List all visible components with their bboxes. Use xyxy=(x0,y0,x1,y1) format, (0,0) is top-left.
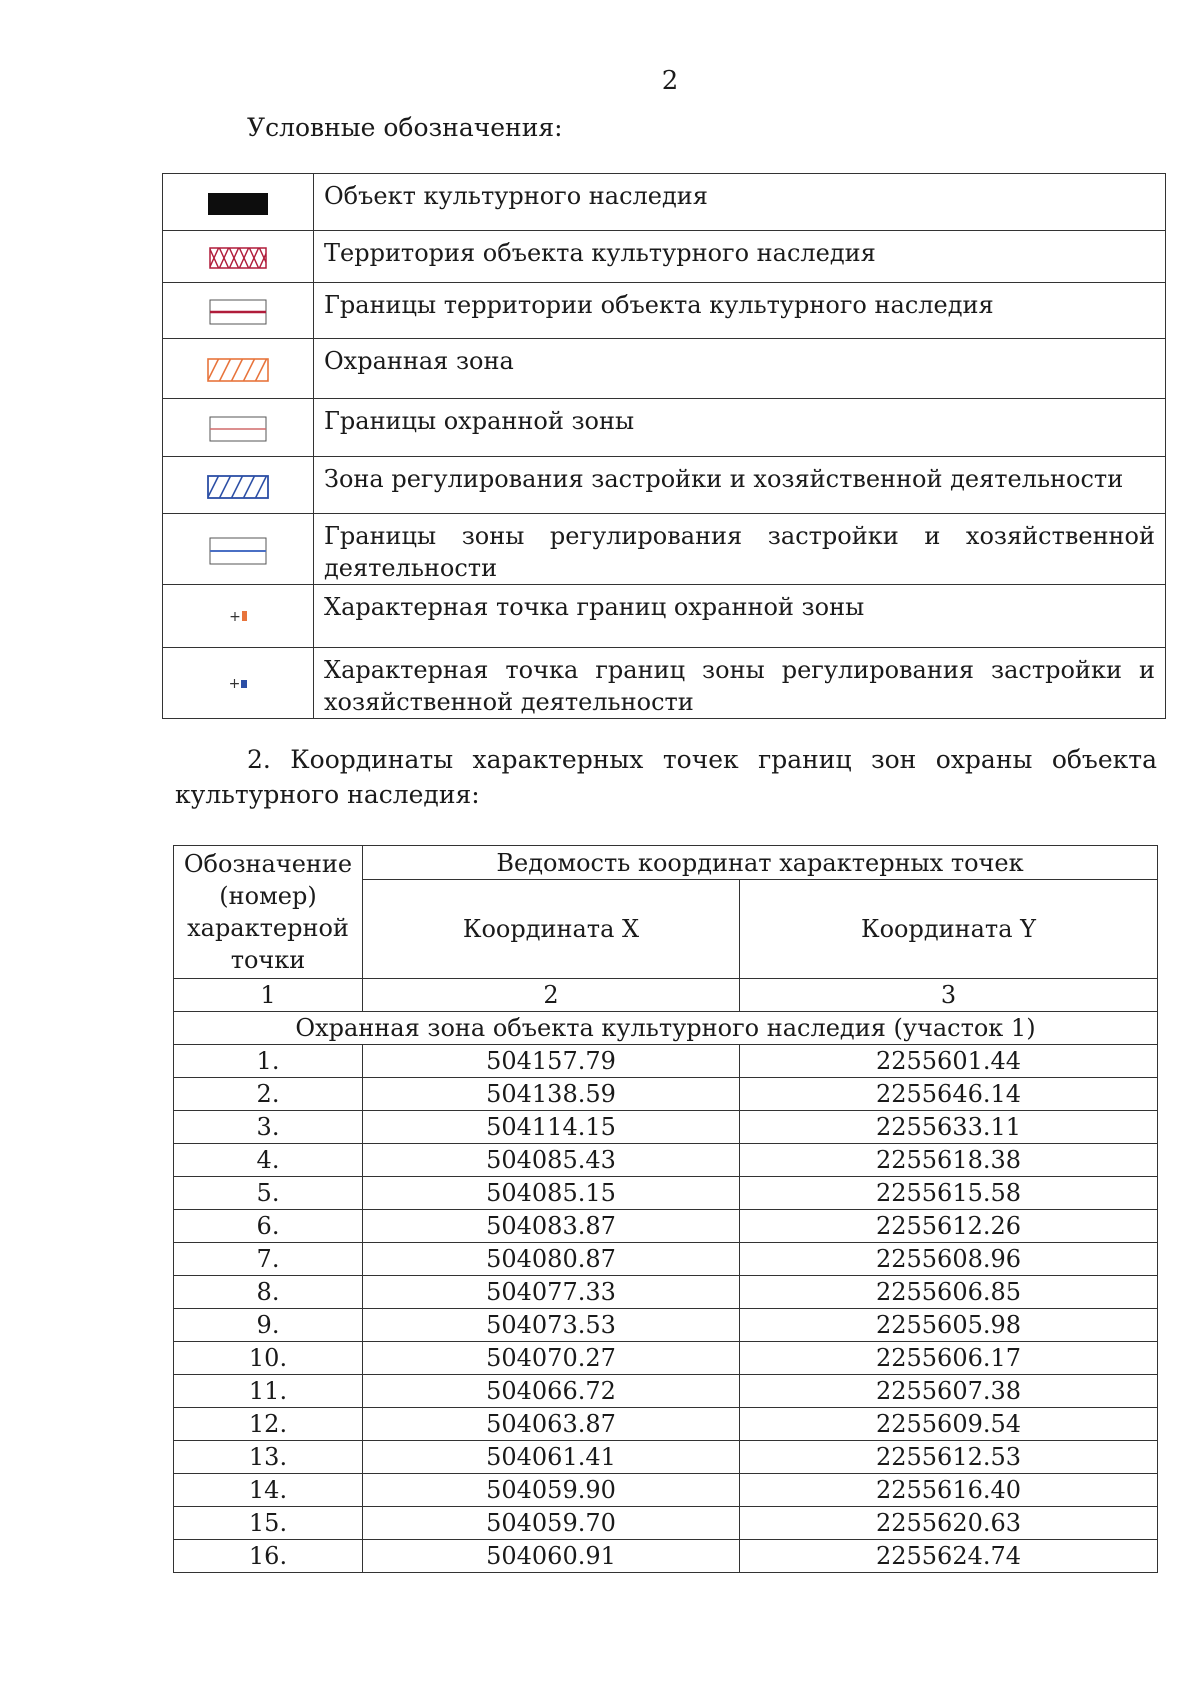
table-row xyxy=(174,1045,1158,1078)
legend-symbol-cell xyxy=(163,648,314,719)
legend-row xyxy=(163,231,1166,283)
point-number: 11. xyxy=(174,1375,363,1408)
column-number-row xyxy=(174,979,1158,1012)
legend-symbol-cell xyxy=(163,174,314,231)
table-row xyxy=(174,1441,1158,1474)
coordinate-y-cell: 2255620.63 xyxy=(740,1507,1158,1540)
point-number: 9. xyxy=(174,1309,363,1342)
point-number: 15. xyxy=(174,1507,363,1540)
header-coordinates-group: Ведомость координат характерных точек xyxy=(363,846,1158,880)
legend-label: Территория объекта культурного наследия xyxy=(314,231,1166,283)
column-number: 3 xyxy=(740,979,1158,1012)
coordinate-x-cell: 504077.33 xyxy=(363,1276,740,1309)
legend-label: Границы охранной зоны xyxy=(314,399,1166,457)
coordinate-y-cell: 2255609.54 xyxy=(740,1408,1158,1441)
legend-label: Зона регулирования застройки и хозяйственной деятельности xyxy=(314,457,1166,514)
point-number: 7. xyxy=(174,1243,363,1276)
header-coordinate-y: Координата Y xyxy=(740,880,1158,979)
coordinate-y-cell: 2255605.98 xyxy=(740,1309,1158,1342)
page-number: 2 xyxy=(661,66,679,96)
legend-row xyxy=(163,174,1166,231)
coordinate-rows xyxy=(174,1045,1158,1573)
coordinate-y-cell: 2255608.96 xyxy=(740,1243,1158,1276)
legend-symbol-cell xyxy=(163,457,314,514)
coordinate-y-cell: 2255606.85 xyxy=(740,1276,1158,1309)
table-row xyxy=(174,1210,1158,1243)
table-row xyxy=(174,1474,1158,1507)
coordinate-x-cell: 504061.41 xyxy=(363,1441,740,1474)
point-number: 3. xyxy=(174,1111,363,1144)
point-number: 10. xyxy=(174,1342,363,1375)
legend-symbol-cell xyxy=(163,339,314,399)
coordinate-x-cell: 504138.59 xyxy=(363,1078,740,1111)
coordinate-x-cell: 504063.87 xyxy=(363,1408,740,1441)
table-row xyxy=(174,1111,1158,1144)
coordinate-y-cell: 2255624.74 xyxy=(740,1540,1158,1573)
coordinate-y-cell: 2255633.11 xyxy=(740,1111,1158,1144)
coordinate-x-cell: 504157.79 xyxy=(363,1045,740,1078)
table-row xyxy=(174,1375,1158,1408)
coordinate-x-cell: 504085.15 xyxy=(363,1177,740,1210)
table-row xyxy=(174,1243,1158,1276)
coordinate-y-cell: 2255601.44 xyxy=(740,1045,1158,1078)
column-number: 2 xyxy=(363,979,740,1012)
legend-label: Границы зоны регулирования застройки и хозяйственной деятельности xyxy=(314,514,1166,585)
coordinate-y-cell: 2255607.38 xyxy=(740,1375,1158,1408)
legend-symbol-cell xyxy=(163,399,314,457)
coordinate-y-cell: 2255618.38 xyxy=(740,1144,1158,1177)
legend-row xyxy=(163,514,1166,585)
table-row xyxy=(174,1408,1158,1441)
point-number: 4. xyxy=(174,1144,363,1177)
legend-label: Объект культурного наследия xyxy=(314,174,1166,231)
black-fill-swatch-icon xyxy=(208,193,268,215)
coordinate-x-cell: 504059.70 xyxy=(363,1507,740,1540)
coordinate-y-cell: 2255616.40 xyxy=(740,1474,1158,1507)
table-row xyxy=(174,1144,1158,1177)
legend-row xyxy=(163,399,1166,457)
coordinate-x-cell: 504066.72 xyxy=(363,1375,740,1408)
coordinate-y-cell: 2255612.26 xyxy=(740,1210,1158,1243)
coordinate-x-cell: 504080.87 xyxy=(363,1243,740,1276)
section-heading: 2. Координаты характерных точек границ зон охраны объекта культурного наследия: xyxy=(175,745,1157,809)
legend-symbol-cell xyxy=(163,283,314,339)
point-number: 8. xyxy=(174,1276,363,1309)
table-row xyxy=(174,1276,1158,1309)
point-number: 1. xyxy=(174,1045,363,1078)
header-row xyxy=(174,846,1158,880)
coordinate-y-cell: 2255612.53 xyxy=(740,1441,1158,1474)
legend-label: Границы территории объекта культурного наследия xyxy=(314,283,1166,339)
table-row xyxy=(174,1507,1158,1540)
point-number: 12. xyxy=(174,1408,363,1441)
point-number: 13. xyxy=(174,1441,363,1474)
table-row xyxy=(174,1342,1158,1375)
header-coordinate-x: Координата X xyxy=(363,880,740,979)
coordinate-x-cell: 504060.91 xyxy=(363,1540,740,1573)
red-border-line-swatch-icon xyxy=(209,299,267,325)
orange-point-marker-icon: + xyxy=(229,601,247,633)
coordinates-table xyxy=(173,845,1158,1573)
legend-symbol-cell xyxy=(163,514,314,585)
table-row xyxy=(174,1177,1158,1210)
legend-row xyxy=(163,585,1166,648)
table-row xyxy=(174,1309,1158,1342)
coordinate-x-cell: 504114.15 xyxy=(363,1111,740,1144)
coordinate-x-cell: 504070.27 xyxy=(363,1342,740,1375)
crosshatch-red-swatch-icon xyxy=(209,247,267,269)
legend-table xyxy=(162,173,1166,719)
point-number: 2. xyxy=(174,1078,363,1111)
coordinate-x-cell: 504085.43 xyxy=(363,1144,740,1177)
point-number: 6. xyxy=(174,1210,363,1243)
legend-symbol-cell xyxy=(163,585,314,648)
legend-symbol-cell xyxy=(163,231,314,283)
orange-hatch-swatch-icon xyxy=(207,358,269,382)
blue-hatch-swatch-icon xyxy=(207,475,269,499)
coordinate-x-cell: 504073.53 xyxy=(363,1309,740,1342)
pink-border-line-swatch-icon xyxy=(209,416,267,442)
point-number: 14. xyxy=(174,1474,363,1507)
legend-row xyxy=(163,339,1166,399)
legend-row xyxy=(163,457,1166,514)
subheading-row xyxy=(174,1012,1158,1045)
coordinate-y-cell: 2255646.14 xyxy=(740,1078,1158,1111)
legend-row xyxy=(163,648,1166,719)
legend-row xyxy=(163,283,1166,339)
point-number: 16. xyxy=(174,1540,363,1573)
legend-label: Характерная точка границ охранной зоны xyxy=(314,585,1166,648)
legend-label: Характерная точка границ зоны регулирования застройки и хозяйственной деятельности xyxy=(314,648,1166,719)
header-point-designation: Обозначение (номер) характерной точки xyxy=(174,846,363,979)
blue-border-line-swatch-icon xyxy=(209,537,267,565)
coordinate-x-cell: 504083.87 xyxy=(363,1210,740,1243)
coordinate-y-cell: 2255615.58 xyxy=(740,1177,1158,1210)
coordinate-x-cell: 504059.90 xyxy=(363,1474,740,1507)
zone-subheading: Охранная зона объекта культурного наследия (участок 1) xyxy=(174,1012,1158,1045)
table-row xyxy=(174,1078,1158,1111)
blue-point-marker-icon: + xyxy=(229,668,248,700)
legend-label: Охранная зона xyxy=(314,339,1166,399)
legend-heading: Условные обозначения: xyxy=(247,113,563,142)
table-row xyxy=(174,1540,1158,1573)
coordinate-y-cell: 2255606.17 xyxy=(740,1342,1158,1375)
point-number: 5. xyxy=(174,1177,363,1210)
column-number: 1 xyxy=(174,979,363,1012)
